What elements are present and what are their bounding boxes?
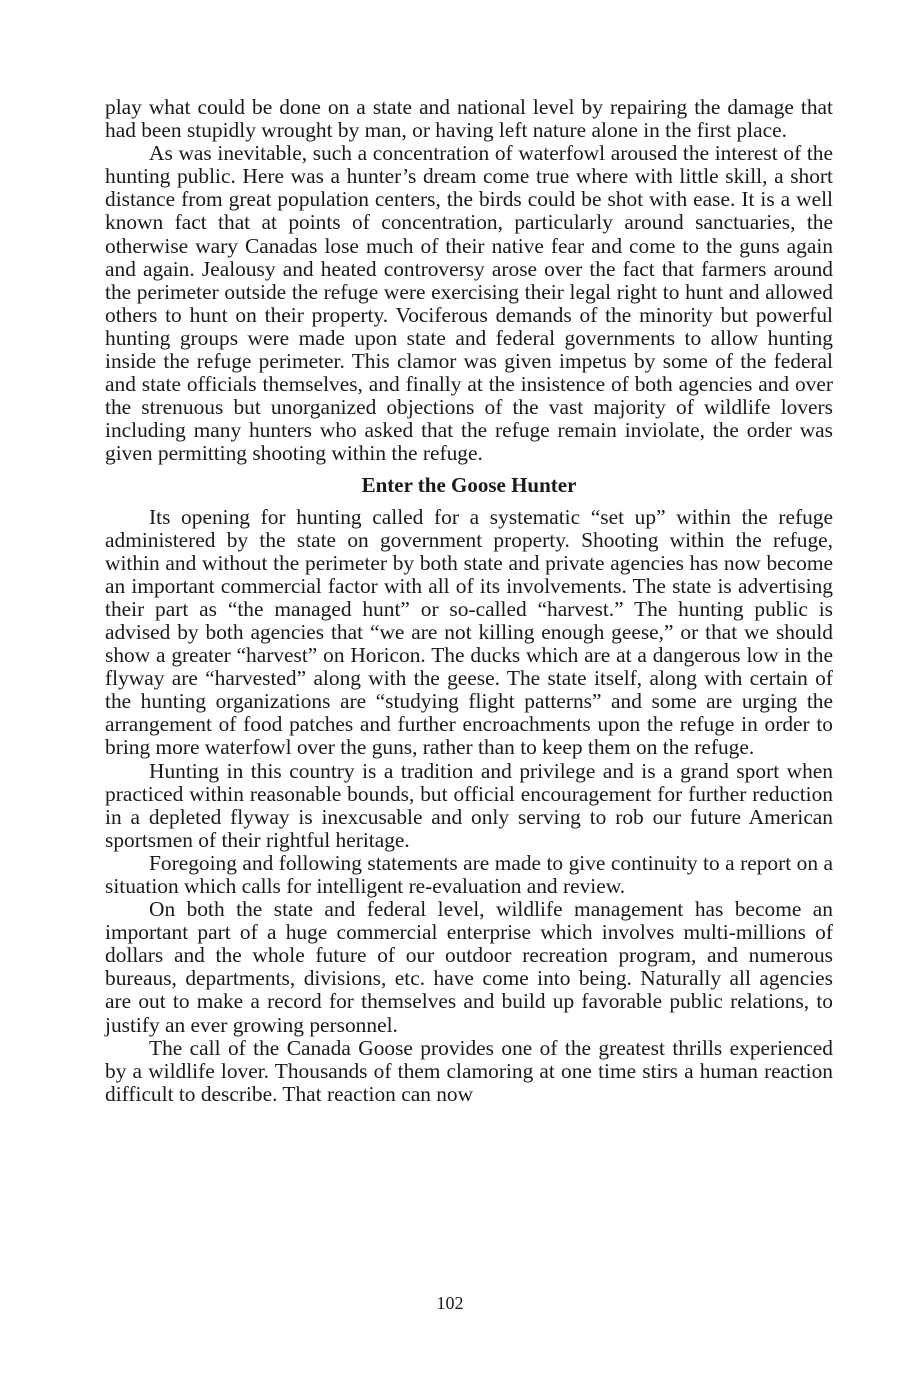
- paragraph-foregoing: Foregoing and following statements are made to give continuity to a report on a situation which calls for intelligent re-evaluation and review.: [105, 850, 833, 898]
- section-heading: Enter the Goose Hunter: [361, 472, 577, 497]
- paragraph-canada-goose: The call of the Canada Goose provides one of the greatest thrills experienced by a wildlife lover. Thousands of them clamoring at one time stirs a human reaction difficult to describe. That reaction can now: [105, 1035, 833, 1106]
- body-text: [105, 96, 833, 1106]
- paragraph-continuation: play what could be done on a state and national level by repairing the damage that had been stupidly wrought by man, or having left nature alone in the first place.: [105, 95, 833, 143]
- page-number: 102: [436, 1293, 464, 1313]
- paragraph-tradition: Hunting in this country is a tradition and privilege and is a grand sport when practiced within reasonable bounds, but official encouragement for further reduction in a depleted flyway is inexcusable and only serving to rob our future American sportsmen of their rightful heritage.: [105, 758, 833, 852]
- paragraph-management: On both the state and federal level, wildlife management has become an important part of a huge commercial enterprise which involves multi-millions of dollars and the whole future of our outdoor recreation program, and numerous bureaus, departments, divisions, etc. have come into being. Naturally all agencies are out to make a record for themselves and build up favorable public relations, to justify an ever growing personnel.: [105, 897, 833, 1037]
- paragraph-hunting-interest: As was inevitable, such a concentration of waterfowl aroused the interest of the hunting public. Here was a hunter’s dream come true where with little skill, a short distance from great population centers, the birds could be shot with ease. It is a well known fact that at points of concentration, particularly around sanctuaries, the otherwise wary Canadas lose much of their native fear and come to the guns again and again. Jealousy and heated controversy arose over the fact that farmers around the perimeter outside the refuge were exercising their legal right to hunt and allowed others to hunt on their property. Vociferous demands of the minority but powerful hunting groups were made upon state and federal governments to allow hunting inside the refuge perimeter. This clamor was given impetus by some of the federal and state officials themselves, and finally at the insistence of both agencies and over the strenuous but unorganized objections of the vast majority of wildlife lovers including many hunters who asked that the refuge remain inviolate, the order was given permitting shooting within the refuge.: [105, 141, 833, 466]
- paragraph-opening-hunt: Its opening for hunting called for a systematic “set up” within the refuge administered by the state on government property. Shooting within the refuge, within and without the perimeter by both state and private agencies has now become an important commercial factor with all of its involvements. The state is advertising their part as “the managed hunt” or so-called “harvest.” The hunting public is advised by both agencies that “we are not killing enough geese,” or that we should show a greater “harvest” on Horicon. The ducks which are at a dangerous low in the flyway are “harvested” along with the geese. The state itself, along with certain of the hunting organizations are “studying flight patterns” and some are urging the arrangement of food patches and further encroachments upon the refuge in order to bring more waterfowl over the guns, rather than to keep them on the refuge.: [105, 504, 833, 760]
